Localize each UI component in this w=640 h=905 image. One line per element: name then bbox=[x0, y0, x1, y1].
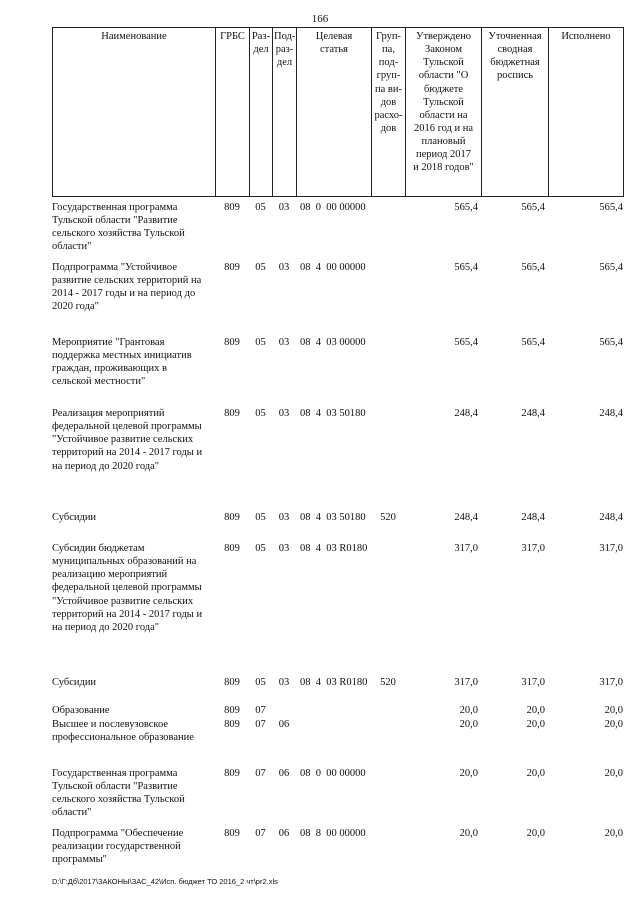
row-ispolneno: 20,0 bbox=[604, 719, 623, 730]
row-ispolneno: 20,0 bbox=[604, 705, 623, 716]
row-grbs: 809 bbox=[224, 262, 240, 273]
row-ispolneno: 20,0 bbox=[604, 768, 623, 779]
row-ispolneno: 317,0 bbox=[599, 677, 623, 688]
row-utochnennaya: 565,4 bbox=[521, 202, 545, 213]
row-podrazdel: 06 bbox=[278, 768, 290, 779]
row-utverzhdeno: 565,4 bbox=[454, 262, 478, 273]
row-razdel: 07 bbox=[255, 768, 266, 779]
table-row bbox=[52, 827, 623, 873]
row-celevaya-statya: 08 4 03 50180 bbox=[300, 408, 366, 419]
row-podrazdel: 03 bbox=[278, 543, 290, 554]
row-name: Подпрограмма "Устойчивое развитие сельских территорий на 2014 - 2017 годы и на период до 2020 года" bbox=[52, 262, 202, 313]
header-utochnennaya-rospis: Уточненная сводная бюджетная роспись bbox=[482, 28, 549, 197]
header-grbs: ГРБС bbox=[216, 28, 250, 197]
row-ispolneno: 565,4 bbox=[599, 262, 623, 273]
header-gruppa-vidov-rashodov: Груп- па, под- груп- па ви- дов расхо- дов bbox=[372, 28, 406, 197]
row-utverzhdeno: 317,0 bbox=[454, 543, 478, 554]
row-name: Субсидии bbox=[52, 677, 97, 688]
row-name: Субсидии bbox=[52, 512, 97, 523]
footer-file-path: D:\Г:Дб\2017\ЗАКОНЫ\ЗАС_42\Исп. бюджет ТО 2016_2 чт\pr2.xls bbox=[52, 877, 278, 886]
row-name: Образование bbox=[52, 705, 110, 716]
row-razdel: 07 bbox=[255, 828, 266, 839]
header-name: Наименование bbox=[53, 28, 216, 197]
row-name: Высшее и послевузовское профессиональное образование bbox=[52, 719, 194, 744]
row-vid-rashodov: 520 bbox=[380, 512, 396, 523]
row-razdel: 05 bbox=[255, 202, 266, 213]
table-row bbox=[52, 704, 623, 718]
header-razdel: Раз- дел bbox=[250, 28, 273, 197]
header-ispolneno: Исполнено bbox=[549, 28, 624, 197]
row-name: Субсидии бюджетам муниципальных образований на реализацию мероприятий федеральной целевой программы "Устойчивое развитие сельских территорий на 2014 - 2017 годы и на период до 2020 года" bbox=[52, 543, 203, 633]
row-ispolneno: 248,4 bbox=[599, 408, 623, 419]
row-utochnennaya: 317,0 bbox=[521, 677, 545, 688]
row-celevaya-statya: 08 0 00 00000 bbox=[300, 768, 366, 779]
row-utochnennaya: 248,4 bbox=[521, 408, 545, 419]
row-razdel: 05 bbox=[255, 337, 266, 348]
row-razdel: 07 bbox=[255, 705, 266, 716]
row-razdel: 05 bbox=[255, 677, 266, 688]
table-header bbox=[52, 27, 624, 197]
row-utverzhdeno: 20,0 bbox=[459, 719, 478, 730]
row-celevaya-statya: 08 4 00 00000 bbox=[300, 262, 366, 273]
header-celevaya-statya: Целевая статья bbox=[297, 28, 372, 197]
row-utverzhdeno: 248,4 bbox=[454, 408, 478, 419]
table-row bbox=[52, 407, 623, 511]
row-grbs: 809 bbox=[224, 543, 240, 554]
row-razdel: 05 bbox=[255, 408, 266, 419]
row-utochnennaya: 565,4 bbox=[521, 262, 545, 273]
row-grbs: 809 bbox=[224, 719, 240, 730]
row-grbs: 809 bbox=[224, 705, 240, 716]
row-utverzhdeno: 248,4 bbox=[454, 512, 478, 523]
row-grbs: 809 bbox=[224, 768, 240, 779]
row-grbs: 809 bbox=[224, 828, 240, 839]
row-celevaya-statya: 08 4 03 R0180 bbox=[300, 677, 368, 688]
table-row bbox=[52, 718, 623, 767]
row-name: Подпрограмма "Обеспечение реализации государственной программы" bbox=[52, 828, 184, 866]
table-body bbox=[52, 201, 623, 873]
row-podrazdel: 03 bbox=[278, 262, 290, 273]
row-razdel: 05 bbox=[255, 543, 266, 554]
row-ispolneno: 317,0 bbox=[599, 543, 623, 554]
row-celevaya-statya: 08 0 00 00000 bbox=[300, 202, 366, 213]
row-name: Государственная программа Тульской области "Развитие сельского хозяйства Тульской области" bbox=[52, 768, 185, 819]
row-ispolneno: 565,4 bbox=[599, 202, 623, 213]
row-utverzhdeno: 20,0 bbox=[459, 828, 478, 839]
row-utverzhdeno: 565,4 bbox=[454, 337, 478, 348]
row-podrazdel: 03 bbox=[278, 408, 290, 419]
row-utochnennaya: 20,0 bbox=[526, 828, 545, 839]
row-podrazdel: 03 bbox=[278, 202, 290, 213]
row-razdel: 07 bbox=[255, 719, 266, 730]
table-row bbox=[52, 676, 623, 704]
row-celevaya-statya: 08 4 03 50180 bbox=[300, 512, 366, 523]
row-grbs: 809 bbox=[224, 677, 240, 688]
page-number: 166 bbox=[311, 13, 329, 25]
row-podrazdel: 06 bbox=[278, 828, 290, 839]
table-row bbox=[52, 201, 623, 261]
row-grbs: 809 bbox=[224, 512, 240, 523]
row-utverzhdeno: 317,0 bbox=[454, 677, 478, 688]
row-utochnennaya: 20,0 bbox=[526, 705, 545, 716]
header-utverzhdeno: Утверждено Законом Тульской области "О бюджете Тульской области на 2016 год и на плановый период 2017 и 2018 годов" bbox=[406, 28, 482, 197]
row-utochnennaya: 248,4 bbox=[521, 512, 545, 523]
row-utochnennaya: 20,0 bbox=[526, 768, 545, 779]
table-row bbox=[52, 261, 623, 336]
row-utochnennaya: 565,4 bbox=[521, 337, 545, 348]
row-utverzhdeno: 20,0 bbox=[459, 705, 478, 716]
row-podrazdel: 03 bbox=[278, 337, 290, 348]
row-ispolneno: 565,4 bbox=[599, 337, 623, 348]
row-grbs: 809 bbox=[224, 337, 240, 348]
table-row bbox=[52, 511, 623, 542]
row-vid-rashodov: 520 bbox=[380, 677, 396, 688]
row-utverzhdeno: 20,0 bbox=[459, 768, 478, 779]
table-row bbox=[52, 336, 623, 407]
row-celevaya-statya: 08 4 03 00000 bbox=[300, 337, 366, 348]
table-row bbox=[52, 767, 623, 827]
row-razdel: 05 bbox=[255, 512, 266, 523]
row-name: Мероприятие "Грантовая поддержка местных инициатив граждан, проживающих в сельской местности" bbox=[52, 337, 192, 388]
row-ispolneno: 20,0 bbox=[604, 828, 623, 839]
row-ispolneno: 248,4 bbox=[599, 512, 623, 523]
row-utochnennaya: 20,0 bbox=[526, 719, 545, 730]
row-podrazdel: 03 bbox=[278, 512, 290, 523]
row-celevaya-statya: 08 4 03 R0180 bbox=[300, 543, 368, 554]
row-utochnennaya: 317,0 bbox=[521, 543, 545, 554]
row-razdel: 05 bbox=[255, 262, 266, 273]
header-podrazdel: Под- раз- дел bbox=[273, 28, 297, 197]
row-podrazdel: 06 bbox=[278, 719, 290, 730]
row-grbs: 809 bbox=[224, 202, 240, 213]
row-grbs: 809 bbox=[224, 408, 240, 419]
table-row bbox=[52, 542, 623, 676]
row-name: Реализация мероприятий федеральной целевой программы "Устойчивое развитие сельских территорий на 2014 - 2017 годы и на период до 2020 года" bbox=[52, 408, 203, 472]
row-utverzhdeno: 565,4 bbox=[454, 202, 478, 213]
row-name: Государственная программа Тульской области "Развитие сельского хозяйства Тульской области" bbox=[52, 202, 185, 253]
row-podrazdel: 03 bbox=[278, 677, 290, 688]
row-celevaya-statya: 08 8 00 00000 bbox=[300, 828, 366, 839]
